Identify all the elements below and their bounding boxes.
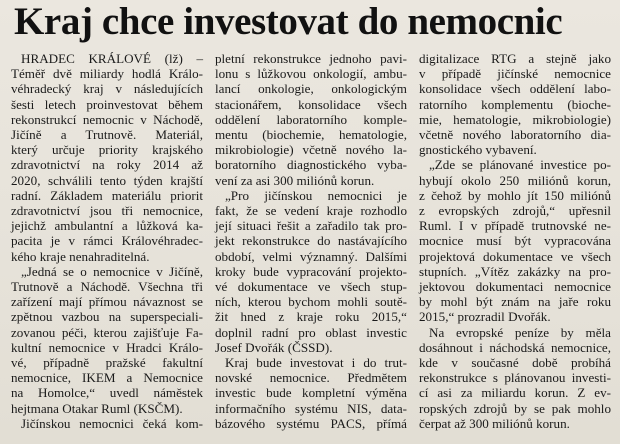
- text-line: kultní nemocnice v Hradci Králo-: [11, 339, 203, 355]
- text-line: zařízení mají přímou návaznost se: [11, 294, 203, 310]
- text-line: mentu (biochemie, hematologie,: [215, 127, 407, 143]
- column-1: [11, 51, 203, 444]
- column-3: [419, 51, 611, 444]
- text-line: fakt, že se vedení kraje rozhodlo: [215, 203, 407, 219]
- text-line: cí asi za miliardu korun. Z ev-: [419, 385, 611, 401]
- text-line: stacionářem, konsolidace všech: [215, 96, 407, 112]
- text-line: nemocnice, IKEM a Nemocnice: [11, 370, 203, 386]
- text-line: „Pro jičínskou nemocnici je: [225, 187, 407, 203]
- column-2: [215, 51, 407, 444]
- text-line: bázového systému PACS, přímá: [215, 415, 407, 431]
- text-line: konsolidace všech oddělení labo-: [419, 81, 611, 97]
- text-line: novské nemocnice. Předmětem: [215, 370, 407, 386]
- text-line: žit hned z kraje roku 2015,“: [215, 309, 407, 325]
- text-line: doplnil radní pro oblast investic: [215, 324, 407, 340]
- text-line: období, velmi významný. Dalšími: [215, 248, 407, 264]
- text-line: Trutnově a Náchodě. Všechna tři: [11, 279, 203, 295]
- text-line: z čehož by mohlo jít 150 miliónů: [419, 187, 611, 203]
- text-line: dosáhnout i náchodská nemocnice,: [419, 339, 611, 355]
- text-line: ních, kterou bychom mohli soutě-: [215, 294, 407, 310]
- text-line: zdravotnictví na roky 2014 až: [11, 157, 203, 173]
- text-line: Ruml. I v případě trutnovské ne-: [419, 218, 611, 234]
- text-line: zpětnou vazbou na superspeciali-: [11, 309, 203, 325]
- text-line: čerpat až 300 miliónů korun.: [419, 415, 570, 431]
- text-line: Na evropské peníze by měla: [429, 324, 611, 340]
- text-line: mie, hematologie, mikrobiologie): [419, 111, 611, 127]
- text-line: „Zde se plánované investice po-: [429, 157, 611, 173]
- text-line: lancí onkologie, onkologickým: [215, 81, 407, 97]
- text-line: Téměř dvě miliardy hodlá Králo-: [11, 66, 203, 82]
- text-line: jekt rekonstrukce do nastávajícího: [215, 233, 407, 249]
- text-line: HRADEC KRÁLOVÉ (lž) –: [21, 51, 203, 66]
- text-line: v případě jičínské nemocnice: [419, 66, 611, 82]
- text-line: kého kraje nenahraditelná.: [11, 248, 150, 264]
- text-line: vé dokumentace ve všech stup-: [215, 279, 407, 295]
- text-line: Josef Dvořák (ČSSD).: [215, 339, 333, 355]
- text-line: informačního systému NIS, data-: [215, 400, 407, 416]
- text-line: 2020, schválili tento týden krajští: [11, 172, 203, 188]
- text-line: 2015,“ prozradil Dvořák.: [419, 309, 551, 325]
- text-line: rekonstrukce s plánovanou investi-: [419, 370, 611, 386]
- text-line: včetně nového laboratorního dia-: [419, 127, 611, 143]
- text-line: investic bude kompletní výměna: [215, 385, 407, 401]
- text-line: šesti letech proinvestovat během: [11, 96, 203, 112]
- text-line: mocnice musí být vypracována: [419, 233, 611, 249]
- text-line: její situaci řešit a zařadilo tak pro-: [215, 218, 407, 234]
- text-line: hybují okolo 250 miliónů korun,: [419, 172, 611, 188]
- headline: Kraj chce investovat do nemocnic: [14, 0, 563, 43]
- text-line: pletní rekonstrukce jednoho pavi-: [215, 51, 407, 66]
- text-line: ropských zdrojů by se pak mohlo: [419, 400, 611, 416]
- text-line: Jičínskou nemocnici čeká kom-: [21, 415, 203, 431]
- text-line: gnostického vybavení.: [419, 142, 537, 158]
- text-line: véhradecký kraj v následujících: [11, 81, 203, 97]
- text-line: který určuje priority krajského: [11, 142, 203, 158]
- text-line: zdravotnictví jsou tři nemocnice,: [11, 203, 203, 219]
- article-body: [11, 51, 612, 444]
- text-line: z evropských zdrojů,“ upřesnil: [419, 203, 611, 219]
- text-line: pacita je v rámci Královéhradec-: [11, 233, 203, 249]
- text-line: rekonstrukcí nemocnic v Náchodě,: [11, 111, 203, 127]
- text-line: lonu s lůžkovou onkologií, ambu-: [215, 66, 407, 82]
- text-line: Kraj bude investovat i do trut-: [225, 355, 407, 371]
- text-line: ratorního komplementu (bioche-: [419, 96, 611, 112]
- text-line: hejtmana Otakar Ruml (KSČM).: [11, 400, 183, 416]
- text-line: radní. Základem materiálu priorit: [11, 187, 203, 203]
- text-line: kde v současné době probíhá: [419, 355, 611, 371]
- text-line: boratorního diagnostického vyba-: [215, 157, 407, 173]
- text-line: kroky bude vypracování projekto-: [215, 263, 407, 279]
- text-line: jejichž ambulantní a lůžková ka-: [11, 218, 203, 234]
- text-line: oddělení laboratorního komple-: [215, 111, 407, 127]
- text-line: Jičíně a Trutnově. Materiál,: [11, 127, 203, 143]
- text-line: „Jedná se o nemocnice v Jičíně,: [21, 263, 203, 279]
- text-line: by mohl být znám na jaře roku: [419, 294, 611, 310]
- text-line: stupních. „Vítěz zakázky na pro-: [419, 263, 611, 279]
- text-line: vení za asi 300 miliónů korun.: [215, 172, 375, 188]
- text-line: jektovou dokumentaci nemocnice: [419, 279, 611, 295]
- text-line: digitalizace RTG a stejně jako: [419, 51, 611, 66]
- text-line: mikrobiologie) včetně nového la-: [215, 142, 407, 158]
- text-line: zovanou péči, kterou zajišťuje Fa-: [11, 324, 203, 340]
- text-line: projektová dokumentace ve všech: [419, 248, 611, 264]
- text-line: vé, případně pražské fakultní: [11, 355, 203, 371]
- text-line: na Homolce,“ uvedl náměstek: [11, 385, 203, 401]
